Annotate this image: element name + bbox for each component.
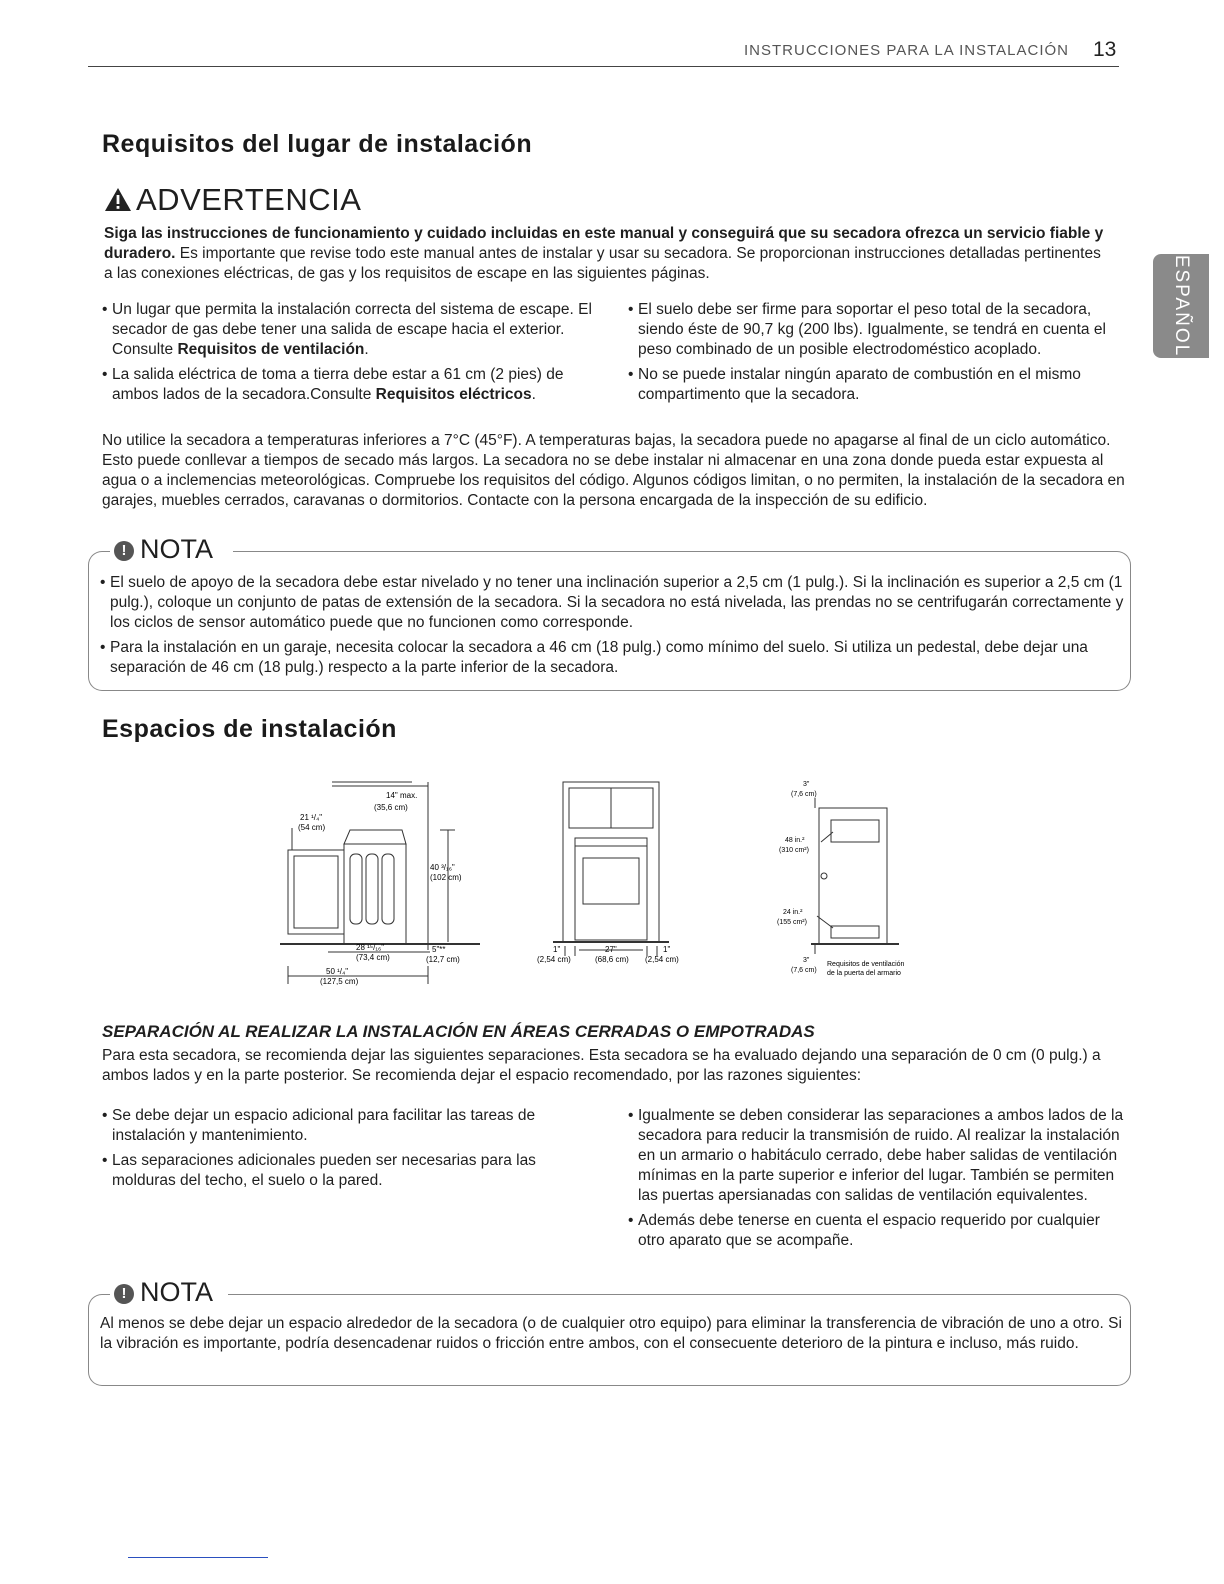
- language-tab-label: ESPAÑOL: [1171, 254, 1192, 358]
- list-item: • Se debe dejar un espacio adicional para facilitar las tareas de instalación y mantenimiento.: [102, 1106, 602, 1146]
- warning-icon: [104, 187, 132, 212]
- dim-door-bottom: 3": [803, 957, 810, 964]
- list-item: • Para la instalación en un garaje, necesita colocar la secadora a 46 cm (18 pulg.) como mínimo del suelo. Si utiliza un pedestal, debe dejar una separación de 46 cm (18 pulg.) respecto a la parte inferior de la secadora.: [100, 638, 1130, 678]
- dim-depth-cm: (73,4 cm): [356, 953, 390, 962]
- header-rule: [88, 66, 1119, 67]
- dim-width: 27": [605, 945, 617, 954]
- list-item: • Las separaciones adicionales pueden ser necesarias para las molduras del techo, el suelo o la pared.: [102, 1151, 602, 1191]
- clearance-subheading: SEPARACIÓN AL REALIZAR LA INSTALACIÓN EN ÁREAS CERRADAS O EMPOTRADAS: [102, 1022, 815, 1041]
- dim-upper-vent-cm: (310 cm²): [779, 847, 809, 854]
- site-right-column: [628, 300, 1128, 410]
- note-title: NOTA: [140, 534, 213, 564]
- dim-height: 40 ³/₁₆": [430, 863, 455, 872]
- dim-right-gap-cm: (2,54 cm): [645, 955, 679, 964]
- note-box-vibration: [88, 1277, 1131, 1386]
- info-icon: !: [114, 541, 134, 561]
- dim-width-cm: (68,6 cm): [595, 955, 629, 964]
- note-heading: [110, 534, 217, 565]
- dim-total: 50 ¹/₄": [326, 967, 349, 976]
- page-number: 13: [1093, 38, 1117, 61]
- vent-caption-line2: de la puerta del armario: [827, 970, 901, 977]
- warning-heading: [104, 182, 361, 218]
- warning-bold-text: Siga las instrucciones de funcionamiento y cuidado incluidas en este manual y conseguirá que su secadora ofrezca un servicio fiable y duradero.: [104, 225, 1104, 262]
- warning-title: ADVERTENCIA: [136, 182, 362, 217]
- temperature-paragraph: No utilice la secadora a temperaturas inferiores a 7°C (45°F). A temperaturas bajas, la secadora puede no apagarse al final de un ciclo automático. Esto puede conllevar a tiempos de secado más largos. La secadora no se debe instalar ni almacenar en una zona donde pueda estar expuesta al agua o a inclemencias meteorológicas. Compruebe los requisitos del código. Algunos códigos limitan, o no permiten, la instalación de la secadora en garajes, muebles cerrados, caravanas o dormitorios. Contacte con la persona encargada de la inspección de su edificio.: [102, 432, 1125, 509]
- language-tab: [1153, 254, 1209, 358]
- note-body: [100, 573, 1130, 683]
- dim-left-gap-cm: (2,54 cm): [537, 955, 571, 964]
- dim-max-depth: 14" max.: [386, 791, 418, 800]
- dim-door-open: 21 ¹/₄": [300, 813, 323, 822]
- dim-door-top-cm: (7,6 cm): [791, 791, 817, 798]
- dim-total-cm: (127,5 cm): [320, 977, 359, 986]
- dim-max-depth-cm: (35,6 cm): [374, 803, 408, 812]
- note-box-level: [88, 534, 1131, 691]
- dim-lower-vent: 24 in.²: [783, 909, 803, 916]
- side-view-diagram: [280, 770, 480, 990]
- note-title: NOTA: [140, 1277, 213, 1307]
- dim-height-cm: (102 cm): [430, 873, 462, 882]
- dim-rear-cm: (12,7 cm): [426, 955, 460, 964]
- running-header: INSTRUCCIONES PARA LA INSTALACIÓN: [743, 42, 1069, 59]
- list-item: • El suelo de apoyo de la secadora debe estar nivelado y no tener una inclinación superior a 2,5 cm (1 pulg.). Si la inclinación es superior a 2,5 cm (1 pulg.), coloque un conjunto de patas de extensión de la secadora. Si la secadora no está nivelada, las prendas no se centrifugarán correctamente y los ciclos de sensor automático puede que no funcionen como corresponde.: [100, 573, 1130, 633]
- warning-paragraph: [104, 224, 1104, 284]
- dim-door-open-cm: (54 cm): [298, 823, 326, 832]
- note-heading: [110, 1277, 217, 1308]
- list-item: • Además debe tenerse en cuenta el espacio requerido por cualquier otro aparato que se acompañe.: [628, 1211, 1128, 1251]
- clearance-intro: Para esta secadora, se recomienda dejar las siguientes separaciones. Esta secadora se ha evaluado dejando una separación de 0 cm (0 pulg.) a ambos lados y en la parte posterior. Se recomienda dejar el espacio recomendado, por las razones siguientes:: [102, 1047, 1101, 1084]
- dim-depth: 28 ¹⁵/₁₆": [356, 943, 385, 952]
- info-icon: !: [114, 1284, 134, 1304]
- site-left-column: [102, 300, 602, 410]
- footnote-rule: [128, 1557, 268, 1558]
- dim-door-top: 3": [803, 781, 810, 788]
- dim-upper-vent: 48 in.²: [785, 837, 805, 844]
- clearance-left-column: [102, 1106, 602, 1196]
- section-title-clearances: Espacios de instalación: [102, 715, 397, 743]
- list-item: • No se puede instalar ningún aparato de combustión en el mismo compartimento que la secadora.: [628, 365, 1128, 405]
- list-item: • Igualmente se deben considerar las separaciones a ambos lados de la secadora para reducir la transmisión de ruido. Al realizar la instalación en un armario o habitáculo cerrado, debe haber salidas de ventilación mínimas en la parte superior e inferior del lugar. También se permiten las puertas apersianadas con salidas de ventilación equivalentes.: [628, 1106, 1128, 1206]
- section-title-site-requirements: Requisitos del lugar de instalación: [102, 130, 533, 158]
- dim-rear: 5"**: [432, 945, 446, 954]
- warning-text: Es importante que revise todo este manual antes de instalar y usar su secadora. Se proporcionan instrucciones detalladas pertinentes a las conexiones eléctricas, de gas y los requisitos de escape en las siguientes páginas.: [104, 245, 1101, 282]
- list-item: • El suelo debe ser firme para soportar el peso total de la secadora, siendo éste de 90,7 kg (200 lbs). Igualmente, se tendrá en cuenta el peso combinado de un posible electrodoméstico acoplado.: [628, 300, 1128, 360]
- vent-caption-line1: Requisitos de ventilación: [827, 961, 905, 968]
- front-view-diagram: [535, 776, 685, 966]
- list-item: • Un lugar que permita la instalación correcta del sistema de escape. El secador de gas debe tener una salida de escape hacia el exterior. Consulte Requisitos de ventilación.: [102, 300, 602, 360]
- dim-left-gap: 1": [553, 945, 561, 954]
- dim-door-bottom-cm: (7,6 cm): [791, 967, 817, 974]
- dim-lower-vent-cm: (155 cm²): [777, 919, 807, 926]
- dim-right-gap: 1": [663, 945, 671, 954]
- clearance-right-column: [628, 1106, 1128, 1256]
- note-body: Al menos se debe dejar un espacio alrededor de la secadora (o de cualquier otro equipo) para eliminar la transferencia de vibración de uno a otro. Si la vibración es importante, podría desencadenar ruidos o fricción entre ambos, con el consecuente deterioro de la pintura e incluso, más ruido.: [100, 1315, 1122, 1352]
- door-vent-diagram: [775, 776, 955, 981]
- list-item: • La salida eléctrica de toma a tierra debe estar a 61 cm (2 pies) de ambos lados de la secadora.Consulte Requisitos eléctricos.: [102, 365, 602, 405]
